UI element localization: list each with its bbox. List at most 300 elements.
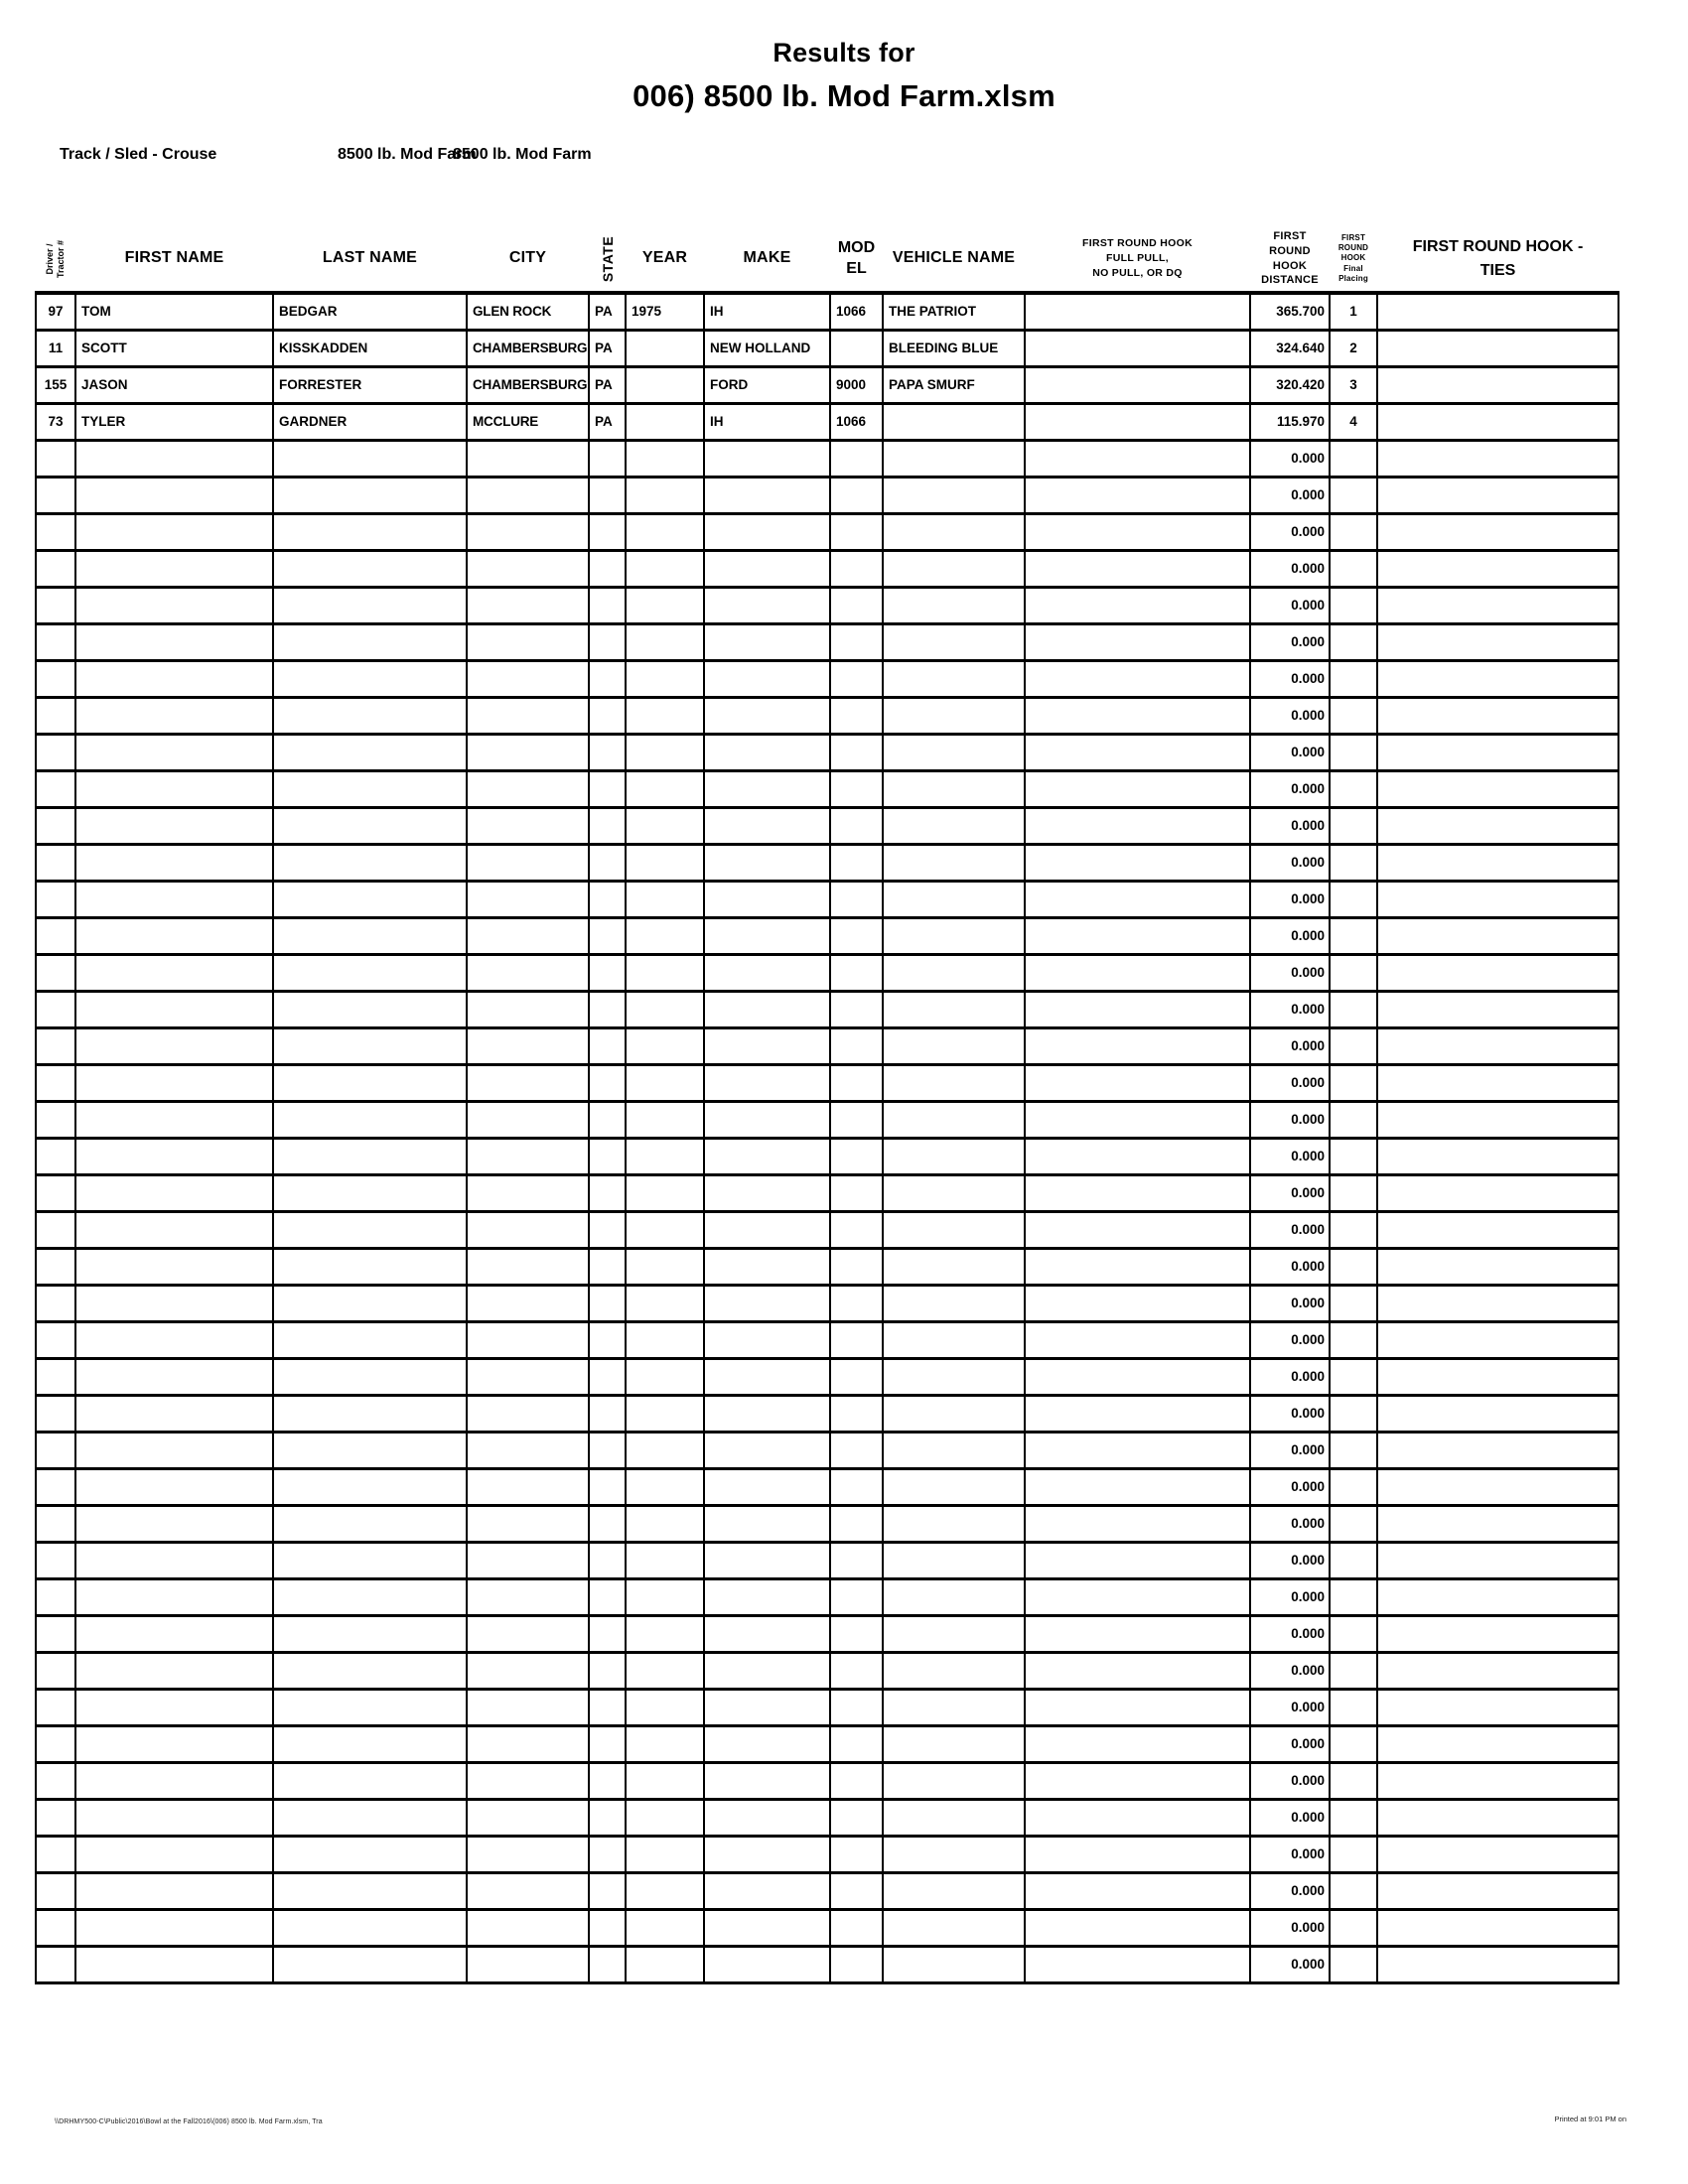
cell-num (36, 1799, 75, 1836)
cell-vehicle (883, 1578, 1025, 1615)
cell-first (75, 697, 273, 734)
cell-num (36, 1248, 75, 1285)
cell-distance: 0.000 (1250, 1285, 1330, 1321)
cell-make (704, 1836, 830, 1872)
cell-year (626, 1138, 704, 1174)
cell-vehicle (883, 807, 1025, 844)
cell-first (75, 1872, 273, 1909)
cell-year (626, 807, 704, 844)
cell-state (589, 440, 626, 477)
table-row (36, 1799, 1618, 1836)
table-row (36, 1946, 1618, 1982)
cell-vehicle: PAPA SMURF (883, 366, 1025, 403)
cell-year (626, 1395, 704, 1432)
cell-distance: 0.000 (1250, 1615, 1330, 1652)
cell-last (273, 1138, 467, 1174)
cell-distance: 0.000 (1250, 1689, 1330, 1725)
cell-city (467, 1836, 589, 1872)
cell-city (467, 1689, 589, 1725)
cell-ties (1377, 1064, 1618, 1101)
cell-first (75, 1909, 273, 1946)
cell-full_pull (1025, 1395, 1250, 1432)
cell-full_pull (1025, 1725, 1250, 1762)
cell-ties (1377, 1542, 1618, 1578)
cell-model (830, 844, 883, 881)
cell-vehicle (883, 587, 1025, 623)
cell-full_pull (1025, 1615, 1250, 1652)
cell-city (467, 1138, 589, 1174)
footer-printed-timestamp: Printed at 9:01 PM on (1554, 2115, 1626, 2123)
cell-make (704, 991, 830, 1027)
cell-vehicle (883, 1836, 1025, 1872)
cell-distance: 365.700 (1250, 293, 1330, 330)
cell-last: KISSKADDEN (273, 330, 467, 366)
header-driver-tractor: Driver / Tractor # (44, 239, 66, 278)
cell-placing (1330, 844, 1377, 881)
cell-state (589, 1248, 626, 1285)
cell-placing (1330, 587, 1377, 623)
cell-model (830, 734, 883, 770)
cell-distance: 0.000 (1250, 1248, 1330, 1285)
cell-model (830, 1285, 883, 1321)
cell-model (830, 1909, 883, 1946)
cell-placing (1330, 1652, 1377, 1689)
cell-city: GLEN ROCK (467, 293, 589, 330)
cell-make: FORD (704, 366, 830, 403)
cell-last (273, 623, 467, 660)
cell-last (273, 734, 467, 770)
cell-make (704, 1725, 830, 1762)
cell-first (75, 1762, 273, 1799)
cell-first (75, 917, 273, 954)
cell-num (36, 1615, 75, 1652)
cell-full_pull (1025, 770, 1250, 807)
cell-ties (1377, 1578, 1618, 1615)
cell-distance: 0.000 (1250, 1652, 1330, 1689)
cell-vehicle (883, 734, 1025, 770)
cell-placing (1330, 770, 1377, 807)
cell-first (75, 734, 273, 770)
cell-city: MCCLURE (467, 403, 589, 440)
cell-first (75, 954, 273, 991)
cell-num (36, 697, 75, 734)
cell-year (626, 1321, 704, 1358)
cell-distance: 0.000 (1250, 1138, 1330, 1174)
cell-ties (1377, 697, 1618, 734)
cell-state (589, 991, 626, 1027)
cell-placing (1330, 1285, 1377, 1321)
cell-state (589, 1542, 626, 1578)
title-filename: 006) 8500 lb. Mod Farm.xlsm (633, 78, 1055, 113)
cell-model (830, 954, 883, 991)
table-row (36, 366, 1618, 403)
cell-vehicle (883, 881, 1025, 917)
cell-ties (1377, 623, 1618, 660)
cell-distance: 0.000 (1250, 440, 1330, 477)
cell-state (589, 770, 626, 807)
cell-state (589, 1909, 626, 1946)
cell-first (75, 1946, 273, 1982)
cell-vehicle (883, 477, 1025, 513)
cell-ties (1377, 1138, 1618, 1174)
cell-first (75, 1468, 273, 1505)
cell-last (273, 881, 467, 917)
cell-ties (1377, 1652, 1618, 1689)
cell-model (830, 1542, 883, 1578)
cell-city (467, 1946, 589, 1982)
cell-city (467, 1321, 589, 1358)
header-first-name: FIRST NAME (124, 249, 224, 267)
cell-num (36, 1211, 75, 1248)
cell-make (704, 1395, 830, 1432)
cell-model (830, 1615, 883, 1652)
cell-first (75, 440, 273, 477)
cell-full_pull (1025, 293, 1250, 330)
cell-last (273, 1174, 467, 1211)
cell-city (467, 1101, 589, 1138)
cell-ties (1377, 954, 1618, 991)
cell-placing (1330, 1872, 1377, 1909)
header-year: YEAR (641, 249, 688, 267)
cell-make (704, 1468, 830, 1505)
cell-num (36, 1836, 75, 1872)
header-make: MAKE (743, 249, 791, 267)
cell-last (273, 1101, 467, 1138)
cell-distance: 0.000 (1250, 1101, 1330, 1138)
cell-full_pull (1025, 881, 1250, 917)
cell-year (626, 440, 704, 477)
cell-last (273, 1725, 467, 1762)
cell-distance: 115.970 (1250, 403, 1330, 440)
cell-ties (1377, 1395, 1618, 1432)
cell-num: 97 (36, 293, 75, 330)
table-row (36, 1211, 1618, 1248)
cell-make (704, 1211, 830, 1248)
cell-year (626, 1505, 704, 1542)
cell-distance: 0.000 (1250, 1174, 1330, 1211)
cell-last (273, 1872, 467, 1909)
cell-ties (1377, 1321, 1618, 1358)
cell-ties (1377, 1211, 1618, 1248)
cell-year (626, 1285, 704, 1321)
cell-vehicle (883, 1542, 1025, 1578)
cell-make (704, 807, 830, 844)
cell-state (589, 1138, 626, 1174)
cell-city (467, 844, 589, 881)
table-row (36, 1101, 1618, 1138)
cell-year: 1975 (626, 293, 704, 330)
cell-last (273, 1027, 467, 1064)
cell-vehicle (883, 917, 1025, 954)
cell-distance: 0.000 (1250, 1064, 1330, 1101)
cell-first: TOM (75, 293, 273, 330)
cell-last (273, 1505, 467, 1542)
cell-distance: 0.000 (1250, 770, 1330, 807)
cell-placing (1330, 477, 1377, 513)
cell-state (589, 660, 626, 697)
cell-first (75, 1064, 273, 1101)
cell-make (704, 550, 830, 587)
cell-first (75, 1321, 273, 1358)
cell-distance: 0.000 (1250, 954, 1330, 991)
cell-full_pull (1025, 440, 1250, 477)
cell-last (273, 550, 467, 587)
cell-full_pull (1025, 660, 1250, 697)
cell-ties (1377, 1285, 1618, 1321)
cell-vehicle (883, 1027, 1025, 1064)
cell-vehicle (883, 1285, 1025, 1321)
cell-vehicle (883, 954, 1025, 991)
cell-ties (1377, 1027, 1618, 1064)
cell-year (626, 1064, 704, 1101)
cell-first (75, 991, 273, 1027)
cell-num: 11 (36, 330, 75, 366)
cell-vehicle (883, 1762, 1025, 1799)
cell-full_pull (1025, 477, 1250, 513)
cell-full_pull (1025, 1358, 1250, 1395)
cell-full_pull (1025, 1946, 1250, 1982)
cell-state (589, 1505, 626, 1542)
cell-full_pull (1025, 1836, 1250, 1872)
cell-city (467, 697, 589, 734)
cell-make (704, 1689, 830, 1725)
cell-year (626, 1101, 704, 1138)
cell-distance: 0.000 (1250, 881, 1330, 917)
cell-model (830, 1395, 883, 1432)
cell-first (75, 1248, 273, 1285)
cell-city (467, 1505, 589, 1542)
cell-model (830, 1578, 883, 1615)
cell-make (704, 1174, 830, 1211)
cell-ties (1377, 660, 1618, 697)
cell-placing (1330, 1321, 1377, 1358)
cell-num (36, 881, 75, 917)
cell-vehicle (883, 1946, 1025, 1982)
cell-distance: 0.000 (1250, 1946, 1330, 1982)
cell-year (626, 1689, 704, 1725)
table-row (36, 844, 1618, 881)
cell-first (75, 1689, 273, 1725)
cell-distance: 0.000 (1250, 1872, 1330, 1909)
cell-last (273, 1358, 467, 1395)
cell-make (704, 513, 830, 550)
cell-num (36, 844, 75, 881)
table-row (36, 1285, 1618, 1321)
cell-placing (1330, 734, 1377, 770)
cell-placing (1330, 1027, 1377, 1064)
cell-ties (1377, 844, 1618, 881)
cell-ties (1377, 403, 1618, 440)
cell-distance: 0.000 (1250, 807, 1330, 844)
cell-ties (1377, 1762, 1618, 1799)
cell-last (273, 1578, 467, 1615)
table-row (36, 917, 1618, 954)
cell-model (830, 1211, 883, 1248)
cell-last (273, 1615, 467, 1652)
cell-model (830, 991, 883, 1027)
cell-year (626, 550, 704, 587)
cell-first (75, 1285, 273, 1321)
cell-year (626, 1762, 704, 1799)
table-row (36, 1027, 1618, 1064)
cell-year (626, 1872, 704, 1909)
cell-make (704, 440, 830, 477)
table-row (36, 660, 1618, 697)
cell-num (36, 1138, 75, 1174)
table-row (36, 1248, 1618, 1285)
cell-last (273, 954, 467, 991)
cell-last (273, 477, 467, 513)
cell-year (626, 513, 704, 550)
cell-year (626, 477, 704, 513)
cell-num (36, 1395, 75, 1432)
cell-distance: 0.000 (1250, 1505, 1330, 1542)
cell-first (75, 1799, 273, 1836)
cell-city (467, 1285, 589, 1321)
cell-ties (1377, 440, 1618, 477)
cell-make (704, 917, 830, 954)
cell-num (36, 991, 75, 1027)
cell-last (273, 1836, 467, 1872)
cell-distance: 0.000 (1250, 1542, 1330, 1578)
cell-last (273, 1321, 467, 1358)
cell-model (830, 1468, 883, 1505)
cell-year (626, 1211, 704, 1248)
cell-distance: 0.000 (1250, 1211, 1330, 1248)
cell-state (589, 1615, 626, 1652)
cell-model (830, 587, 883, 623)
table-row (36, 1395, 1618, 1432)
cell-state: PA (589, 403, 626, 440)
cell-distance: 0.000 (1250, 844, 1330, 881)
cell-vehicle (883, 440, 1025, 477)
cell-full_pull (1025, 1285, 1250, 1321)
cell-state (589, 477, 626, 513)
cell-full_pull (1025, 1909, 1250, 1946)
cell-ties (1377, 1836, 1618, 1872)
cell-ties (1377, 1358, 1618, 1395)
cell-city (467, 1358, 589, 1395)
cell-ties (1377, 587, 1618, 623)
cell-first (75, 1027, 273, 1064)
cell-state (589, 1872, 626, 1909)
cell-make (704, 770, 830, 807)
class-name-left: 8500 lb. Mod Farm (338, 146, 477, 163)
cell-state (589, 513, 626, 550)
cell-model (830, 550, 883, 587)
cell-distance: 0.000 (1250, 1358, 1330, 1395)
cell-city (467, 1652, 589, 1689)
cell-first (75, 660, 273, 697)
cell-city (467, 1872, 589, 1909)
cell-full_pull (1025, 330, 1250, 366)
cell-city (467, 807, 589, 844)
header-row (36, 226, 1618, 293)
cell-num (36, 1909, 75, 1946)
table-row (36, 477, 1618, 513)
cell-city (467, 1468, 589, 1505)
cell-last (273, 1432, 467, 1468)
cell-placing (1330, 1689, 1377, 1725)
cell-ties (1377, 1725, 1618, 1762)
cell-full_pull (1025, 1689, 1250, 1725)
cell-num (36, 660, 75, 697)
cell-num (36, 623, 75, 660)
cell-num (36, 1358, 75, 1395)
cell-num (36, 1652, 75, 1689)
cell-year (626, 697, 704, 734)
cell-vehicle (883, 1432, 1025, 1468)
cell-num (36, 917, 75, 954)
cell-year (626, 660, 704, 697)
cell-make (704, 587, 830, 623)
cell-city (467, 917, 589, 954)
cell-make (704, 1101, 830, 1138)
cell-last (273, 1468, 467, 1505)
cell-first (75, 807, 273, 844)
cell-state: PA (589, 366, 626, 403)
cell-last (273, 844, 467, 881)
cell-vehicle (883, 1064, 1025, 1101)
cell-num (36, 1027, 75, 1064)
cell-distance: 320.420 (1250, 366, 1330, 403)
cell-placing (1330, 1946, 1377, 1982)
cell-num (36, 734, 75, 770)
table-row (36, 1836, 1618, 1872)
cell-ties (1377, 1946, 1618, 1982)
cell-make (704, 697, 830, 734)
cell-full_pull (1025, 403, 1250, 440)
cell-model (830, 1101, 883, 1138)
cell-distance: 0.000 (1250, 1432, 1330, 1468)
footer-file-path: \\DRHMY500-C\Public\2016\Bowl at the Fall2016\(006) 8500 lb. Mod Farm.xlsm, Tra (55, 2118, 323, 2125)
cell-year (626, 1174, 704, 1211)
cell-placing (1330, 1836, 1377, 1872)
cell-full_pull (1025, 734, 1250, 770)
cell-full_pull (1025, 1027, 1250, 1064)
cell-placing (1330, 1358, 1377, 1395)
cell-placing (1330, 1542, 1377, 1578)
header-vehicle-name: VEHICLE NAME (892, 249, 1016, 267)
cell-year (626, 1836, 704, 1872)
cell-placing (1330, 1909, 1377, 1946)
cell-model (830, 1505, 883, 1542)
cell-placing (1330, 513, 1377, 550)
cell-make (704, 881, 830, 917)
cell-make (704, 1358, 830, 1395)
class-name-right: 8500 lb. Mod Farm (453, 146, 592, 163)
cell-num (36, 1432, 75, 1468)
cell-distance: 0.000 (1250, 1762, 1330, 1799)
cell-num (36, 807, 75, 844)
cell-ties (1377, 550, 1618, 587)
cell-year (626, 1432, 704, 1468)
meta-row (0, 146, 1688, 168)
cell-placing (1330, 623, 1377, 660)
cell-vehicle (883, 1101, 1025, 1138)
cell-full_pull (1025, 1248, 1250, 1285)
cell-vehicle (883, 1799, 1025, 1836)
cell-placing (1330, 1174, 1377, 1211)
cell-first (75, 1652, 273, 1689)
cell-first (75, 770, 273, 807)
cell-full_pull (1025, 1321, 1250, 1358)
cell-last (273, 1652, 467, 1689)
cell-num (36, 440, 75, 477)
cell-vehicle (883, 1211, 1025, 1248)
table-row (36, 1321, 1618, 1358)
cell-full_pull (1025, 844, 1250, 881)
